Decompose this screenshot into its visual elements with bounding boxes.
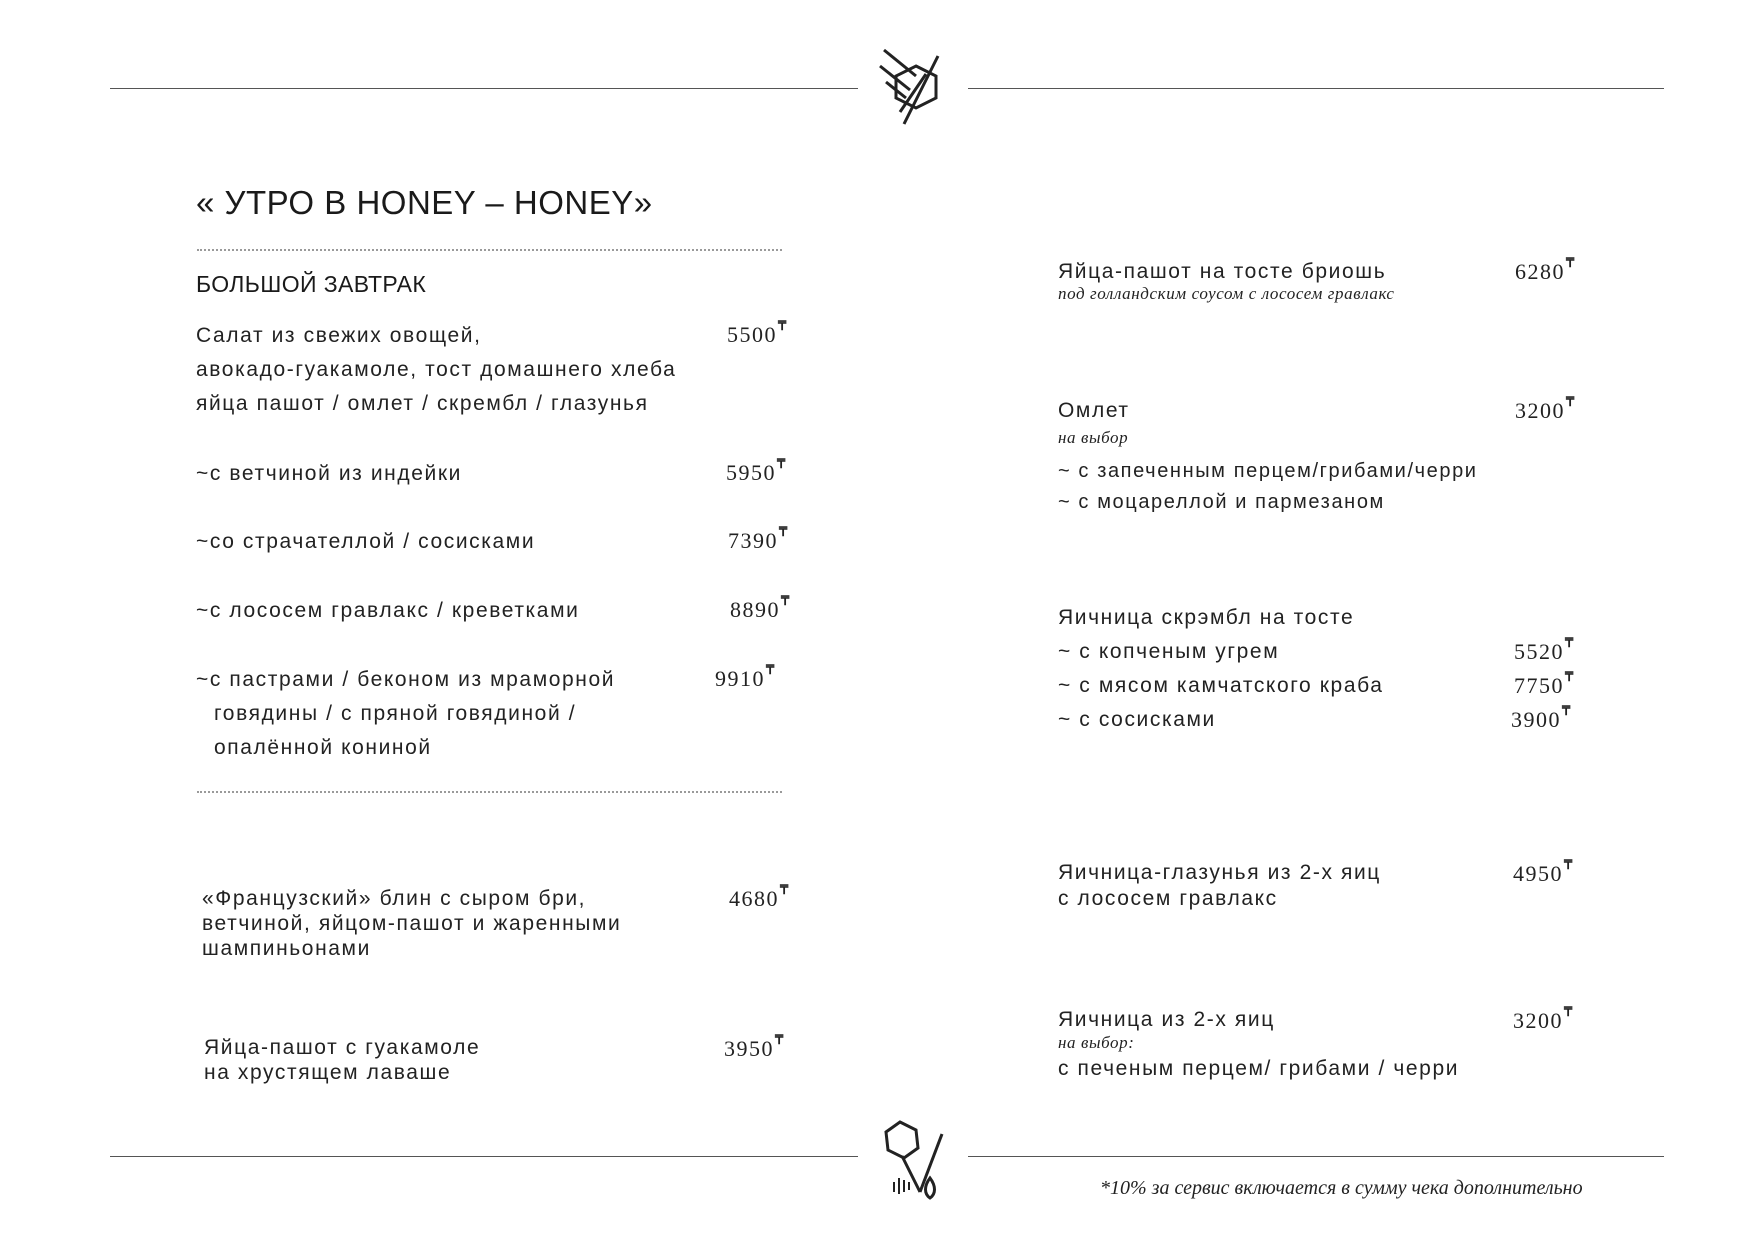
scramble-sausage-price: 3900₸ bbox=[1511, 703, 1572, 732]
tenge-icon: ₸ bbox=[1564, 1004, 1574, 1019]
scramble-option-crab: ~ с мясом камчатского краба bbox=[1058, 674, 1384, 697]
tenge-icon: ₸ bbox=[766, 662, 776, 677]
tenge-icon: ₸ bbox=[1564, 857, 1574, 872]
omelet-option-1: ~ с запеченным перцем/грибами/черри bbox=[1058, 460, 1478, 482]
salad-line-2: авокадо-гуакамоле, тост домашнего хлеба bbox=[196, 358, 677, 381]
brioche-sub: под голландским соусом с лососем гравлакс bbox=[1058, 284, 1395, 303]
title-divider bbox=[197, 249, 782, 251]
fried-two-line-2: с печеным перцем/ грибами / черри bbox=[1058, 1057, 1460, 1080]
fried-two-name: Яичница из 2-х яиц bbox=[1058, 1008, 1275, 1031]
bottom-rule-right bbox=[968, 1156, 1664, 1157]
top-rule-right bbox=[968, 88, 1664, 89]
fried-two-price: 3200₸ bbox=[1513, 1004, 1574, 1033]
menu-title: « УТРО В HONEY – HONEY» bbox=[196, 184, 653, 221]
pastrami-line-1: ~с пастрами / беконом из мраморной bbox=[196, 668, 616, 691]
salad-line-1: Салат из свежих овощей, bbox=[196, 324, 482, 347]
crepe-price: 4680₸ bbox=[729, 882, 790, 911]
brioche-price: 6280₸ bbox=[1515, 255, 1576, 284]
section-title: БОЛЬШОЙ ЗАВТРАК bbox=[196, 271, 427, 297]
tenge-icon: ₸ bbox=[780, 882, 790, 897]
bottom-rule-left bbox=[110, 1156, 858, 1157]
top-rule-left bbox=[110, 88, 858, 89]
honeycomb-logo-icon bbox=[876, 46, 950, 128]
scramble-item bbox=[1058, 601, 1384, 737]
poached-guac-line-1: Яйца-пашот с гуакамоле bbox=[204, 1036, 481, 1059]
crepe-line-2: ветчиной, яйцом-пашот и жаренными bbox=[202, 912, 622, 935]
section-divider bbox=[197, 791, 782, 793]
brioche-name: Яйца-пашот на тосте бриошь bbox=[1058, 260, 1387, 283]
tenge-icon: ₸ bbox=[1566, 394, 1576, 409]
omelet-sub: на выбор bbox=[1058, 428, 1129, 447]
omelet-option-2: ~ с моцареллой и пармезаном bbox=[1058, 491, 1385, 513]
tenge-icon: ₸ bbox=[777, 456, 787, 471]
fried-salmon-line-2: с лососем гравлакс bbox=[1058, 887, 1278, 910]
option-turkey: ~с ветчиной из индейки bbox=[196, 462, 462, 485]
option-salmon: ~с лососем гравлакс / креветками bbox=[196, 599, 580, 622]
fried-salmon-item bbox=[1058, 860, 1381, 912]
salad-item bbox=[196, 319, 676, 421]
tenge-icon: ₸ bbox=[1565, 635, 1575, 650]
option-salmon-price: 8890₸ bbox=[730, 593, 791, 622]
salad-line-3: яйца пашот / омлет / скрембл / глазунья bbox=[196, 392, 649, 415]
option-stracciatella-price: 7390₸ bbox=[728, 524, 789, 553]
crepe-line-1: «Французский» блин с сыром бри, bbox=[202, 887, 587, 910]
salad-price: 5500₸ bbox=[727, 318, 788, 347]
fried-two-sub: на выбор: bbox=[1058, 1033, 1135, 1052]
pastrami-line-3: опалённой кониной bbox=[214, 736, 432, 759]
tenge-icon: ₸ bbox=[778, 318, 788, 333]
fried-two-item bbox=[1058, 1007, 1459, 1084]
scramble-name: Яичница скрэмбл на тосте bbox=[1058, 606, 1355, 629]
omelet-name: Омлет bbox=[1058, 399, 1130, 422]
scramble-crab-price: 7750₸ bbox=[1514, 669, 1575, 698]
pastrami-price: 9910₸ bbox=[715, 662, 776, 691]
option-stracciatella: ~со страчателлой / сосисками bbox=[196, 530, 536, 553]
omelet-price: 3200₸ bbox=[1515, 394, 1576, 423]
tenge-icon: ₸ bbox=[1566, 255, 1576, 270]
honey-drop-logo-icon bbox=[876, 1120, 948, 1204]
option-turkey-price: 5950₸ bbox=[726, 456, 787, 485]
scramble-option-eel: ~ с копченым угрем bbox=[1058, 640, 1280, 663]
fried-salmon-price: 4950₸ bbox=[1513, 857, 1574, 886]
pastrami-item bbox=[196, 663, 615, 765]
crepe-line-3: шампиньонами bbox=[202, 937, 371, 960]
service-footnote: *10% за сервис включается в сумму чека дополнительно bbox=[1100, 1177, 1583, 1199]
scramble-eel-price: 5520₸ bbox=[1514, 635, 1575, 664]
brioche-item bbox=[1058, 259, 1395, 304]
pastrami-line-2: говядины / с пряной говядиной / bbox=[214, 702, 577, 725]
tenge-icon: ₸ bbox=[781, 593, 791, 608]
fried-salmon-line-1: Яичница-глазунья из 2-х яиц bbox=[1058, 861, 1381, 884]
omelet-item bbox=[1058, 397, 1478, 517]
crepe-item bbox=[202, 886, 621, 961]
poached-guac-price: 3950₸ bbox=[724, 1032, 785, 1061]
tenge-icon: ₸ bbox=[775, 1032, 785, 1047]
scramble-option-sausage: ~ с сосисками bbox=[1058, 708, 1216, 731]
tenge-icon: ₸ bbox=[1565, 669, 1575, 684]
poached-guac-item bbox=[204, 1035, 480, 1085]
tenge-icon: ₸ bbox=[779, 524, 789, 539]
poached-guac-line-2: на хрустящем лаваше bbox=[204, 1061, 452, 1084]
tenge-icon: ₸ bbox=[1562, 703, 1572, 718]
